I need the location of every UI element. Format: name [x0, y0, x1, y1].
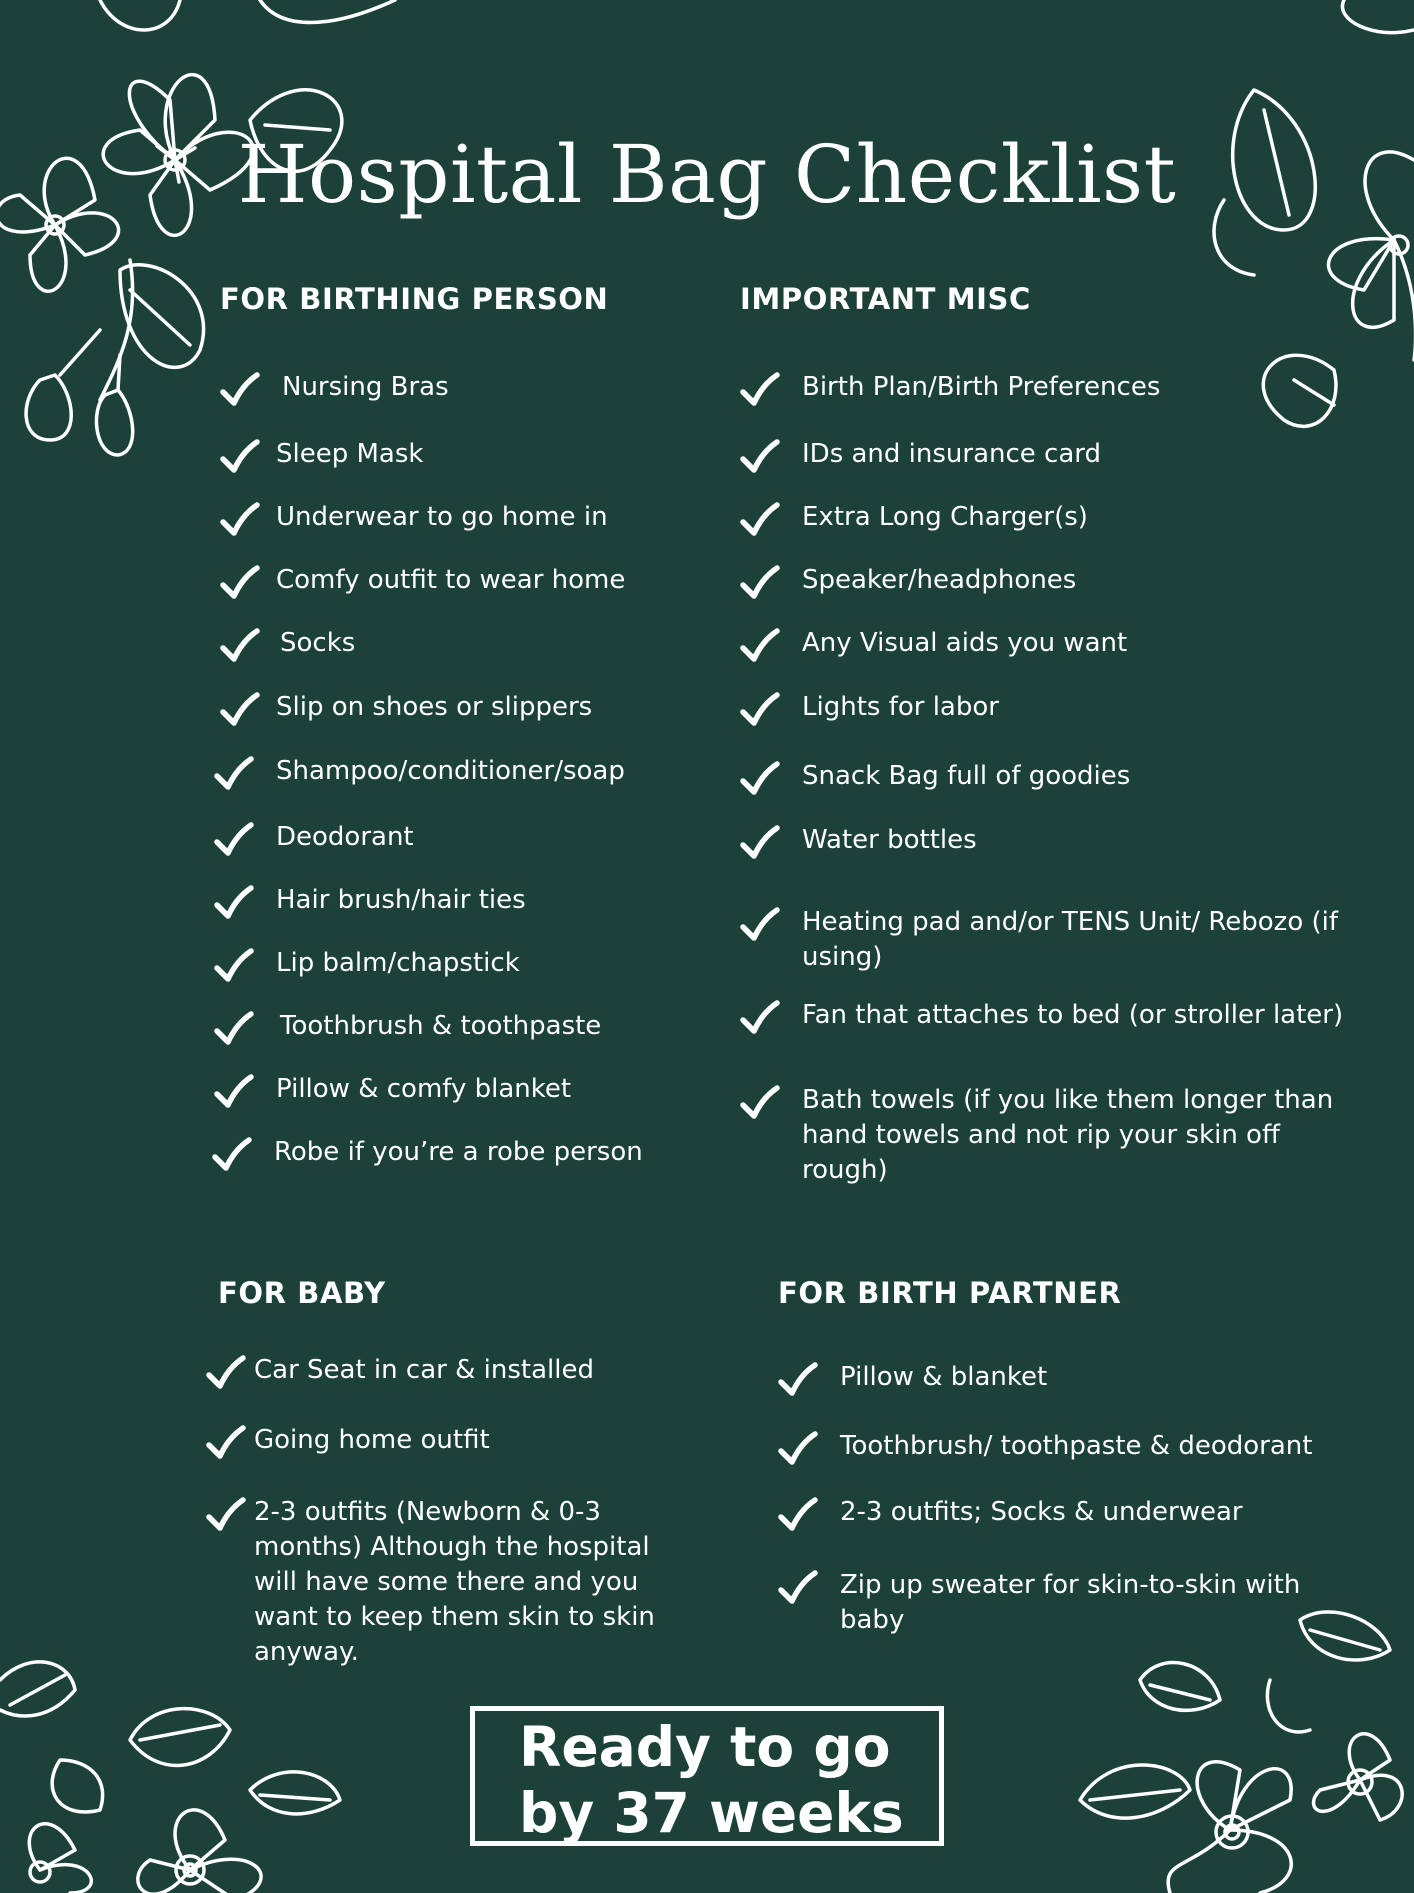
checklist-item-text-line: 2-3 outfits; Socks & underwear	[840, 1497, 1243, 1527]
flower-illustration-bottom-right	[1060, 1600, 1414, 1893]
checkmark-icon	[214, 756, 254, 792]
checkmark-icon	[214, 1074, 254, 1110]
checklist-item-text-line: Sleep Mask	[276, 439, 424, 469]
checkmark-icon	[740, 372, 780, 408]
checklist-item-label	[840, 1568, 1300, 1638]
checkmark-icon	[214, 885, 254, 921]
checklist-item-text-line: rough)	[802, 1155, 888, 1185]
checklist-item-label	[840, 1429, 1312, 1464]
checkmark-icon	[740, 1000, 780, 1036]
checkmark-icon	[220, 502, 260, 538]
checkmark-icon	[740, 907, 780, 943]
checklist-item-label	[254, 1423, 490, 1458]
checkmark-icon	[778, 1497, 818, 1533]
checklist-item-text-line: Pillow & blanket	[840, 1362, 1048, 1392]
checklist-item-label	[802, 563, 1076, 598]
checklist-item-label	[280, 626, 355, 661]
checklist-item-label	[276, 754, 625, 789]
checklist-item-text-line: using)	[802, 942, 883, 972]
flower-illustration-bottom-left	[0, 1640, 350, 1893]
checklist-item-label	[276, 437, 423, 472]
checklist-item-label	[802, 437, 1101, 472]
checklist-item-label	[802, 998, 1343, 1033]
checklist-item-text-line: Shampoo/conditioner/soap	[276, 756, 625, 786]
checklist-item-text-line: Fan that attaches to bed (or stroller later)	[802, 1000, 1344, 1030]
checklist-item-text-line: Water bottles	[802, 825, 977, 855]
checklist-item-text-line: Comfy outfit to wear home	[276, 565, 626, 595]
checklist-item-text-line: Going home outfit	[254, 1425, 490, 1455]
checklist-item-label	[254, 1495, 655, 1670]
checklist-item-label	[802, 626, 1127, 661]
checklist-item-text-line: Car Seat in car & installed	[254, 1355, 594, 1385]
checklist-item-text-line: Socks	[280, 628, 356, 658]
checklist-item-text-line: Lip balm/chapstick	[276, 948, 520, 978]
checklist-item-label	[276, 883, 526, 918]
checklist-item-text-line: Any Visual aids you want	[802, 628, 1128, 658]
checkmark-icon	[206, 1355, 246, 1391]
ready-by-37-weeks-banner	[470, 1706, 944, 1846]
checklist-item-text-line: will have some there and you	[254, 1567, 639, 1597]
checklist-item-label	[276, 946, 520, 981]
checklist-item-label	[802, 1083, 1333, 1188]
checkmark-icon	[220, 372, 260, 408]
checkmark-icon	[740, 1085, 780, 1121]
checklist-item-text-line: Hair brush/hair ties	[276, 885, 526, 915]
checkmark-icon	[220, 692, 260, 728]
section-birthing-person	[220, 282, 660, 1167]
checklist-item-label	[282, 370, 449, 405]
flower-illustration-top-right	[1194, 0, 1414, 470]
checklist-item-text-line: hand towels and not rip your skin off	[802, 1120, 1280, 1150]
banner-line-1: Ready to go	[519, 1715, 891, 1779]
checklist-item-text-line: Birth Plan/Birth Preferences	[802, 372, 1161, 402]
checkmark-icon	[220, 439, 260, 475]
checkmark-icon	[740, 628, 780, 664]
page-title: Hospital Bag Checklist	[237, 128, 1177, 221]
checklist-item-text-line: Snack Bag full of goodies	[802, 761, 1131, 791]
checkmark-icon	[778, 1570, 818, 1606]
checklist-item-label	[802, 759, 1130, 794]
checklist-item-text-line: IDs and insurance card	[802, 439, 1102, 469]
checklist-item-text-line: Bath towels (if you like them longer than	[802, 1085, 1334, 1115]
checklist-item-text-line: Underwear to go home in	[276, 502, 608, 532]
checklist-item-text-line: baby	[840, 1605, 905, 1635]
checkmark-icon	[740, 692, 780, 728]
section-heading: IMPORTANT MISC	[740, 282, 1031, 316]
checklist-item-label	[802, 823, 977, 858]
section-heading: FOR BABY	[218, 1276, 386, 1310]
checklist-item-text-line: Pillow & comfy blanket	[276, 1074, 572, 1104]
checklist-item-text-line: 2-3 outfits (Newborn & 0-3	[254, 1497, 601, 1527]
checklist-item-text-line: Extra Long Charger(s)	[802, 502, 1088, 532]
checklist-item-label	[802, 690, 999, 725]
checklist-item-label	[802, 905, 1338, 975]
checklist-item-text-line: Slip on shoes or slippers	[276, 692, 593, 722]
checklist-item-label	[276, 820, 414, 855]
checkmark-icon	[214, 822, 254, 858]
checklist-item-text-line: Speaker/headphones	[802, 565, 1077, 595]
checklist-item-text-line: Toothbrush & toothpaste	[280, 1011, 602, 1041]
checkmark-icon	[212, 1137, 252, 1173]
checkmark-icon	[220, 565, 260, 601]
checkmark-icon	[206, 1425, 246, 1461]
checklist-item-text-line: Heating pad and/or TENS Unit/ Rebozo (if	[802, 907, 1339, 937]
checkmark-icon	[778, 1362, 818, 1398]
checklist-item-text-line: Deodorant	[276, 822, 414, 852]
checkmark-icon	[740, 565, 780, 601]
section-important-misc	[740, 282, 1380, 1185]
checkmark-icon	[740, 825, 780, 861]
checkmark-icon	[778, 1431, 818, 1467]
checklist-item-label	[276, 563, 625, 598]
checklist-item-label	[276, 690, 592, 725]
checklist-item-label	[276, 1072, 571, 1107]
checkmark-icon	[740, 761, 780, 797]
section-birth-partner	[778, 1276, 1338, 1635]
checklist-item-label	[280, 1009, 601, 1044]
checklist-item-text-line: Lights for labor	[802, 692, 999, 722]
checkmark-icon	[214, 948, 254, 984]
checkmark-icon	[740, 439, 780, 475]
checkmark-icon	[220, 628, 260, 664]
checklist-item-label	[254, 1353, 594, 1388]
checklist-item-label	[274, 1135, 643, 1170]
checklist-item-text-line: Robe if you’re a robe person	[274, 1137, 643, 1167]
checklist-item-label	[802, 500, 1088, 535]
checklist-item-text-line: Nursing Bras	[282, 372, 449, 402]
checklist-item-text-line: Toothbrush/ toothpaste & deodorant	[840, 1431, 1313, 1461]
checklist-item-label	[276, 500, 608, 535]
checklist-item-label	[802, 370, 1160, 405]
section-heading: FOR BIRTH PARTNER	[778, 1276, 1122, 1310]
section-baby	[218, 1276, 698, 1667]
checkmark-icon	[740, 502, 780, 538]
checkmark-icon	[214, 1011, 254, 1047]
checklist-item-text-line: anyway.	[254, 1637, 359, 1667]
checkmark-icon	[206, 1497, 246, 1533]
checklist-item-text-line: want to keep them skin to skin	[254, 1602, 655, 1632]
checklist-item-text-line: Zip up sweater for skin-to-skin with	[840, 1570, 1301, 1600]
banner-line-2: by 37 weeks	[519, 1781, 904, 1845]
checklist-item-text-line: months) Although the hospital	[254, 1532, 650, 1562]
section-heading: FOR BIRTHING PERSON	[220, 282, 609, 316]
checklist-item-label	[840, 1360, 1047, 1395]
checklist-item-label	[840, 1495, 1243, 1530]
